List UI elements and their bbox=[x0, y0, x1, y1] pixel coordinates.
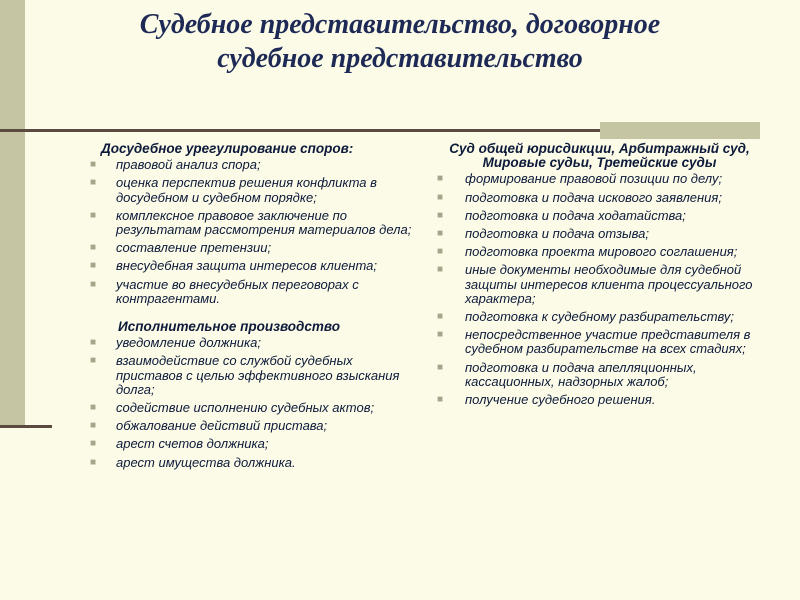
list-item: ■ получение судебного решения. bbox=[437, 392, 656, 408]
pretrial-list bbox=[85, 158, 413, 306]
square-bullet-icon: ■ bbox=[90, 159, 97, 171]
list-item: ■ внесудебная защита интересов клиента; bbox=[90, 258, 377, 274]
side-divider-line bbox=[0, 425, 52, 428]
list-item: ■ арест счетов должника; bbox=[90, 436, 269, 452]
square-bullet-icon: ■ bbox=[90, 337, 97, 349]
square-bullet-icon: ■ bbox=[90, 456, 97, 468]
square-bullet-icon: ■ bbox=[90, 177, 97, 189]
courts-heading: Суд общей юрисдикции, Арбитражный суд, Мировые судьи, Третейские суды bbox=[449, 141, 750, 171]
list-item: ■ участие во внесудебных переговорах с контрагентами. bbox=[90, 276, 359, 306]
enforcement-heading: Исполнительное производство bbox=[118, 319, 340, 335]
list-item: ■ подготовка и подача апелляционных, кассационных, надзорных жалоб; bbox=[437, 359, 697, 389]
list-item: ■ подготовка и подача ходатайства; bbox=[437, 207, 686, 223]
list-item: ■ правовой анализ спора; bbox=[90, 157, 261, 173]
list-item: ■ содействие исполнению судебных актов; bbox=[90, 400, 375, 416]
list-item: ■ арест имущества должника. bbox=[90, 454, 296, 470]
pretrial-heading: Досудебное урегулирование споров: bbox=[101, 141, 354, 156]
list-item: ■ уведомление должника; bbox=[90, 335, 261, 351]
square-bullet-icon: ■ bbox=[437, 173, 444, 185]
slide-title-line-2: судебное представительство bbox=[217, 43, 583, 74]
square-bullet-icon: ■ bbox=[90, 355, 97, 367]
slide-title-line-1: Судебное представительство, договорное bbox=[139, 9, 661, 40]
list-item: ■ иные документы необходимые для судебной защиты интересов клиента процессуального характера; bbox=[437, 262, 753, 306]
square-bullet-icon: ■ bbox=[437, 228, 444, 240]
list-item: ■ взаимодействие со службой судебных приставов с целью эффективного взыскания долга; bbox=[90, 353, 400, 397]
slide-title bbox=[60, 8, 740, 76]
list-item: ■ непосредственное участие представителя в судебном разбирательстве на всех стадиях; bbox=[437, 327, 751, 357]
side-accent-bar bbox=[0, 0, 25, 425]
list-item: ■ оценка перспектив решения конфликта в досудебном и судебном порядке; bbox=[90, 175, 377, 205]
square-bullet-icon: ■ bbox=[90, 260, 97, 272]
enforcement-list bbox=[85, 336, 413, 470]
square-bullet-icon: ■ bbox=[437, 209, 444, 221]
list-item: ■ составление претензии; bbox=[90, 240, 272, 256]
square-bullet-icon: ■ bbox=[437, 394, 444, 406]
square-bullet-icon: ■ bbox=[90, 242, 97, 254]
list-item: ■ подготовка и подача отзыва; bbox=[437, 226, 649, 242]
square-bullet-icon: ■ bbox=[90, 209, 97, 221]
list-item: ■ подготовка к судебному разбирательству; bbox=[437, 309, 735, 325]
square-bullet-icon: ■ bbox=[437, 311, 444, 323]
list-item: ■ формирование правовой позиции по делу; bbox=[437, 171, 723, 187]
list-item: ■ обжалование действий пристава; bbox=[90, 418, 328, 434]
square-bullet-icon: ■ bbox=[90, 278, 97, 290]
square-bullet-icon: ■ bbox=[90, 438, 97, 450]
list-item: ■ комплексное правовое заключение по результатам рассмотрения материалов дела; bbox=[90, 207, 412, 238]
square-bullet-icon: ■ bbox=[437, 264, 444, 276]
square-bullet-icon: ■ bbox=[90, 420, 97, 432]
square-bullet-icon: ■ bbox=[437, 329, 444, 341]
right-column bbox=[432, 142, 767, 411]
left-column bbox=[85, 142, 413, 474]
title-accent-block bbox=[600, 122, 760, 139]
square-bullet-icon: ■ bbox=[437, 361, 444, 373]
list-item: ■ подготовка и подача искового заявления; bbox=[437, 189, 722, 205]
square-bullet-icon: ■ bbox=[90, 402, 97, 414]
courts-list bbox=[432, 172, 767, 407]
list-item: ■ подготовка проекта мирового соглашения; bbox=[437, 244, 738, 260]
square-bullet-icon: ■ bbox=[437, 191, 444, 203]
square-bullet-icon: ■ bbox=[437, 246, 444, 258]
